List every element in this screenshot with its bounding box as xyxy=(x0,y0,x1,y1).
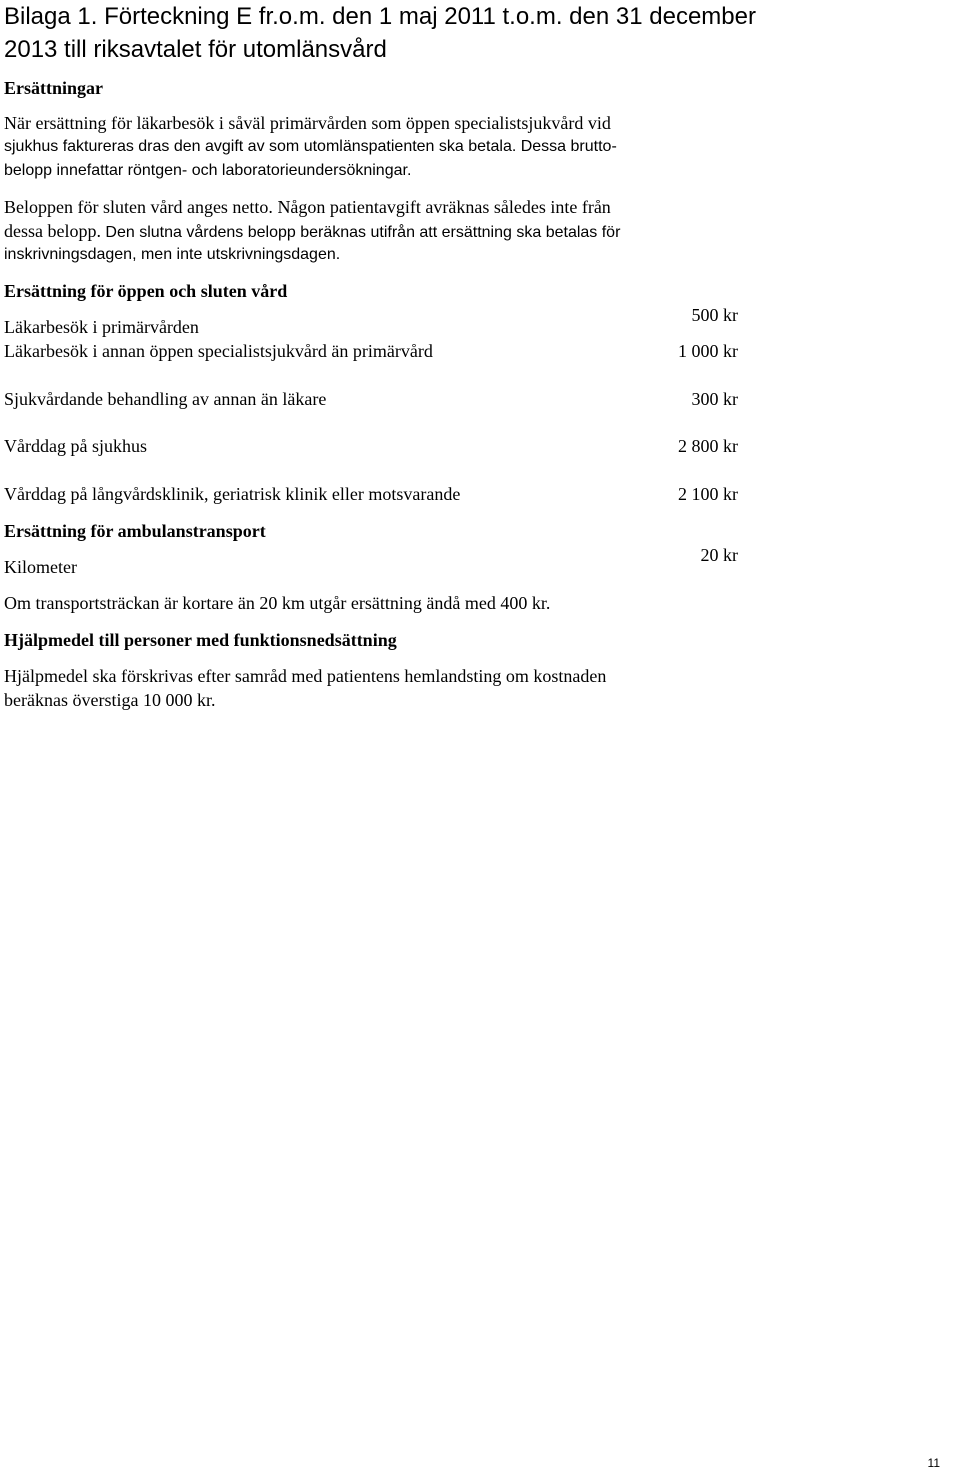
paragraph-line: beräknas överstiga 10 000 kr. xyxy=(4,690,216,710)
paragraph-line xyxy=(4,195,611,219)
paragraph-line: inskrivningsdagen, men inte utskrivningsdagen. xyxy=(4,246,341,263)
fee-label: Vårddag på sjukhus xyxy=(4,436,147,456)
heading-ersattningar: Ersättningar xyxy=(4,78,103,98)
text-span: Någon patientavgift avräknas således inte från xyxy=(272,197,611,217)
paragraph-line: När ersättning för läkarbesök i såväl primärvården som öppen specialistsjukvård vid xyxy=(4,113,611,133)
page-title: Bilaga 1. Förteckning E fr.o.m. den 1 maj 2011 t.o.m. den 31 december 2013 till riksavtalet för utomlänsvård xyxy=(4,3,756,63)
paragraph-line: Hjälpmedel ska förskrivas efter samråd med patientens hemlandsting om kostnaden xyxy=(4,666,607,686)
paragraph-line: sjukhus faktureras dras den avgift av som utomlänspatienten ska betala. Dessa brutto- xyxy=(4,138,617,155)
fee-label: Vårddag på långvårdsklinik, geriatrisk klinik eller motsvarande xyxy=(4,484,461,504)
fee-label: Sjukvårdande behandling av annan än läkare xyxy=(4,389,327,409)
fee-amount: 500 kr xyxy=(691,305,738,325)
text-span: dessa belopp. xyxy=(4,221,101,241)
fee-amount: 2 100 kr xyxy=(678,484,738,504)
text-span: Beloppen för sluten vård anges netto. xyxy=(4,197,273,217)
fee-amount: 2 800 kr xyxy=(678,436,738,456)
fee-amount: 20 kr xyxy=(700,545,738,565)
page-number: 11 xyxy=(927,1456,940,1470)
fee-amount: 300 kr xyxy=(691,389,738,409)
heading-oppen-sluten-vard: Ersättning för öppen och sluten vård xyxy=(4,281,288,301)
paragraph-line xyxy=(4,219,620,245)
heading-hjalpmedel: Hjälpmedel till personer med funktionsnedsättning xyxy=(4,630,397,650)
fee-label: Läkarbesök i annan öppen specialistsjukvård än primärvård xyxy=(4,341,433,361)
fee-amount: 1 000 kr xyxy=(678,341,738,361)
ambulance-note: Om transportsträckan är kortare än 20 km utgår ersättning ändå med 400 kr. xyxy=(4,593,551,613)
fee-label: Läkarbesök i primärvården xyxy=(4,317,199,337)
fee-label: Kilometer xyxy=(4,557,77,577)
heading-ambulanstransport: Ersättning för ambulanstransport xyxy=(4,521,266,541)
text-span: Den slutna vårdens belopp beräknas utifrån att ersättning ska betalas för xyxy=(100,224,621,241)
paragraph-line: belopp innefattar röntgen- och laboratorieundersökningar. xyxy=(4,162,412,179)
